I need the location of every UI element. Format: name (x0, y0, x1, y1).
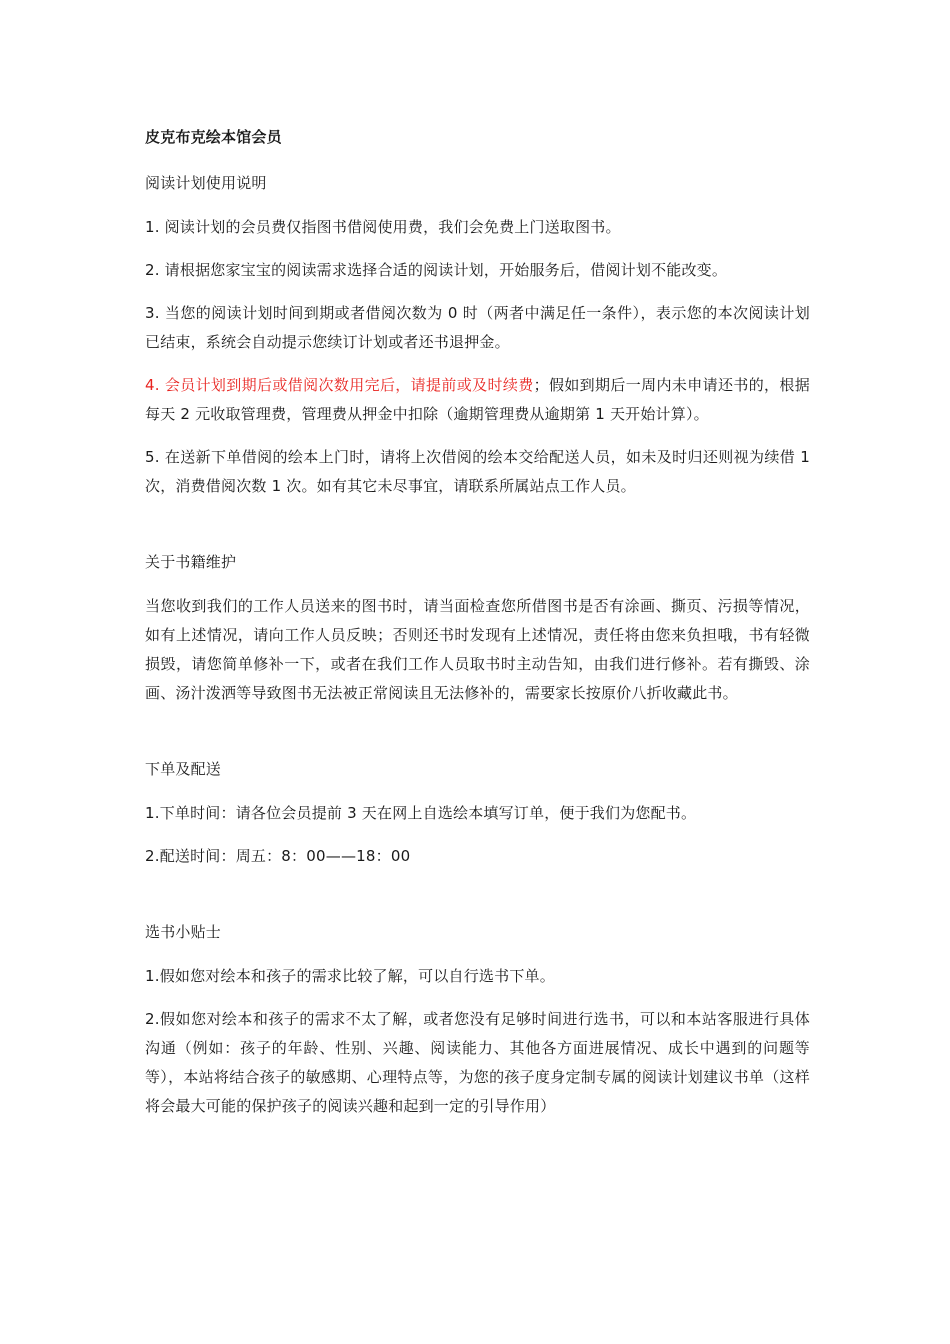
plan-item-4-prefix: 4. (145, 376, 165, 394)
tips-item-2: 2.假如您对绘本和孩子的需求不太了解，或者您没有足够时间进行选书，可以和本站客服进行具体沟通（例如：孩子的年龄、性别、兴趣、阅读能力、其他各方面进展情况、成长中遇到的问题等等），本站将结合孩子的敏感期、心理特点等，为您的孩子度身定制专属的阅读计划建议书单（这样将会最大可能的保护孩子的阅读兴趣和起到一定的引导作用） (145, 1010, 810, 1115)
section-spacer (145, 885, 810, 918)
plan-item-2: 2. 请根据您家宝宝的阅读需求选择合适的阅读计划，开始服务后，借阅计划不能改变。 (145, 261, 728, 279)
plan-item-1: 1. 阅读计划的会员费仅指图书借阅使用费，我们会免费上门送取图书。 (145, 218, 621, 236)
maintenance-body: 当您收到我们的工作人员送来的图书时，请当面检查您所借图书是否有涂画、撕页、污损等情况，如有上述情况，请向工作人员反映；否则还书时发现有上述情况，责任将由您来负担哦，书有轻微损毁，请您简单修补一下，或者在我们工作人员取书时主动告知，由我们进行修补。若有撕毁、涂画、汤汁泼洒等导致图书无法被正常阅读且无法修补的，需要家长按原价八折收藏此书。 (145, 597, 810, 702)
section-heading-order-delivery: 下单及配送 (145, 760, 222, 778)
section-heading-book-tips: 选书小贴士 (145, 923, 222, 941)
plan-item-4-highlight: 会员计划到期后或借阅次数用完后，请提前或及时续费 (164, 376, 534, 394)
plan-item-3: 3. 当您的阅读计划时间到期或者借阅次数为 0 时（两者中满足任一条件），表示您的本次阅读计划已结束，系统会自动提示您续订计划或者还书退押金。 (145, 304, 810, 351)
section-spacer (145, 515, 810, 548)
section-spacer (145, 722, 810, 755)
plan-item-5: 5. 在送新下单借阅的绘本上门时，请将上次借阅的绘本交给配送人员，如未及时归还则视为续借 1 次，消费借阅次数 1 次。如有其它未尽事宜，请联系所属站点工作人员。 (145, 448, 810, 495)
delivery-item-1: 1.下单时间：请各位会员提前 3 天在网上自选绘本填写订单，便于我们为您配书。 (145, 804, 697, 822)
plan-item-4 (145, 371, 810, 429)
plan-item-4-rest: ；假如到期后一周内未申请还书的，根据每天 2 元收取管理费，管理费从押金中扣除（逾期管理费从逾期第 1 天开始计算）。 (145, 376, 810, 423)
section-heading-book-maintenance: 关于书籍维护 (145, 553, 237, 571)
document-title: 皮克布克绘本馆会员 (145, 128, 282, 146)
tips-item-1: 1.假如您对绘本和孩子的需求比较了解，可以自行选书下单。 (145, 967, 555, 985)
section-heading-reading-plan: 阅读计划使用说明 (145, 174, 267, 192)
delivery-item-2: 2.配送时间：周五：8：00——18：00 (145, 847, 411, 865)
document-page (145, 123, 810, 1135)
